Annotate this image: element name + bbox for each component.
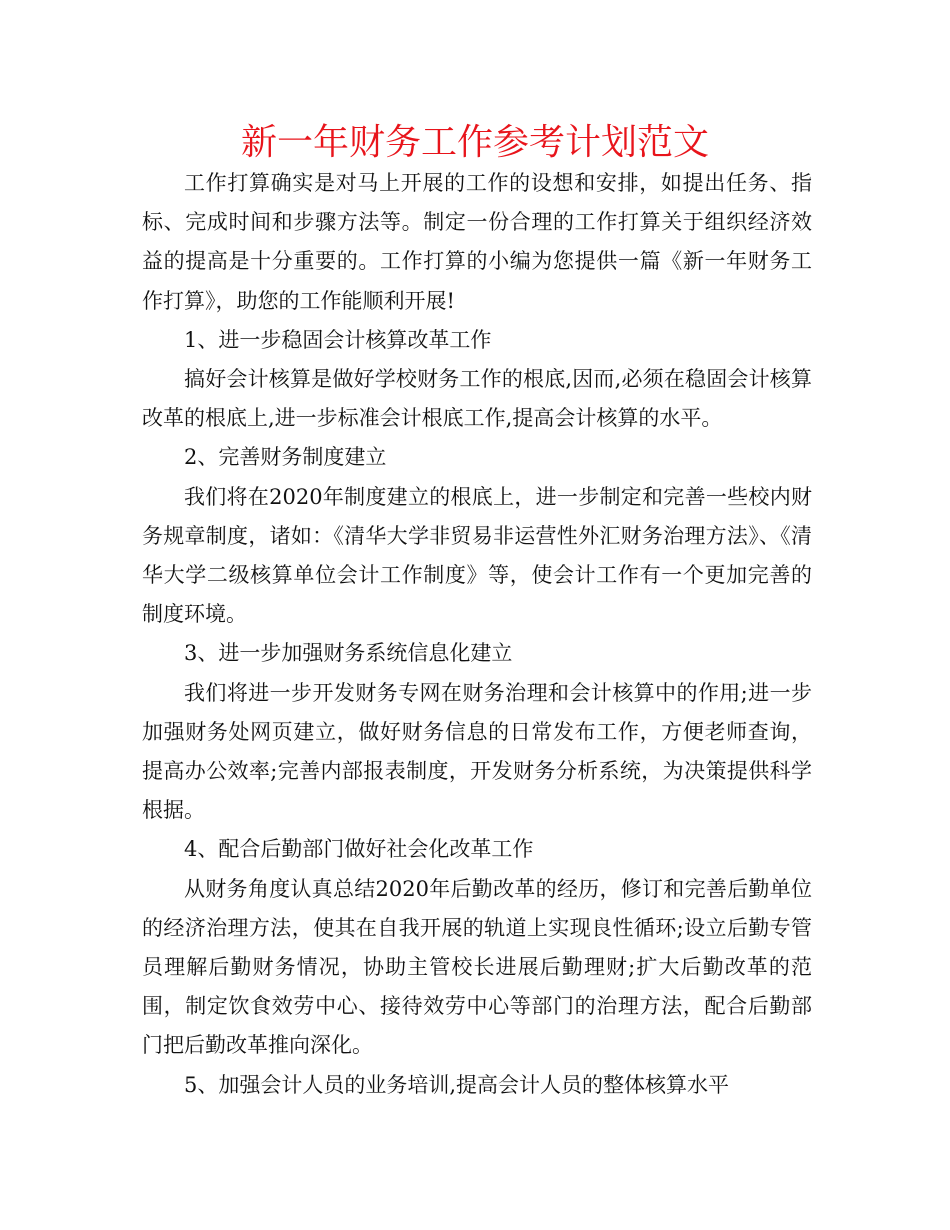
section-heading-1: 1、进一步稳固会计核算改革工作 [184,327,492,352]
section-heading-4: 4、配合后勤部门做好社会化改革工作 [184,837,534,862]
intro-paragraph: 工作打算确实是对马上开展的工作的设想和安排，如提出任务、指标、完成时间和步骤方法等。制定一份合理的工作打算关于组织经济效益的提高是十分重要的。工作打算的小编为您提供一篇《新一年财务工作打算》，助您的工作能顺利开展! [142,171,812,313]
section-heading-3: 3、进一步加强财务系统信息化建立 [184,641,513,666]
section-heading-5: 5、加强会计人员的业务培训,提高会计人员的整体核算水平 [184,1072,730,1097]
section-body-2: 我们将在2020年制度建立的根底上，进一步制定和完善一些校内财务规章制度，诸如：《清华大学非贸易非运营性外汇财务治理方法》、《清华大学二级核算单位会计工作制度》等，使会计工作有一个更加完善的制度环境。 [142,484,812,627]
document-title: 新一年财务工作参考计划范文 [240,122,709,163]
section-body-3: 我们将进一步开发财务专网在财务治理和会计核算中的作用;进一步加强财务处网页建立，做好财务信息的日常发布工作，方便老师查询，提高办公效率;完善内部报表制度，开发财务分析系统，为决策提供科学根据。 [142,680,812,823]
section-heading-2: 2、完善财务制度建立 [184,445,387,470]
document-body [142,164,812,1105]
section-body-4: 从财务角度认真总结2020年后勤改革的经历，修订和完善后勤单位的经济治理方法，使其在自我开展的轨道上实现良性循环;设立后勤专管员理解后勤财务情况，协助主管校长进展后勤理财;扩大后勤改革的范围，制定饮食效劳中心、接待效劳中心等部门的治理方法，配合后勤部门把后勤改革推向深化。 [142,876,812,1058]
section-body-1: 搞好会计核算是做好学校财务工作的根底,因而,必须在稳固会计核算改革的根底上,进一步标准会计根底工作,提高会计核算的水平。 [142,367,812,431]
